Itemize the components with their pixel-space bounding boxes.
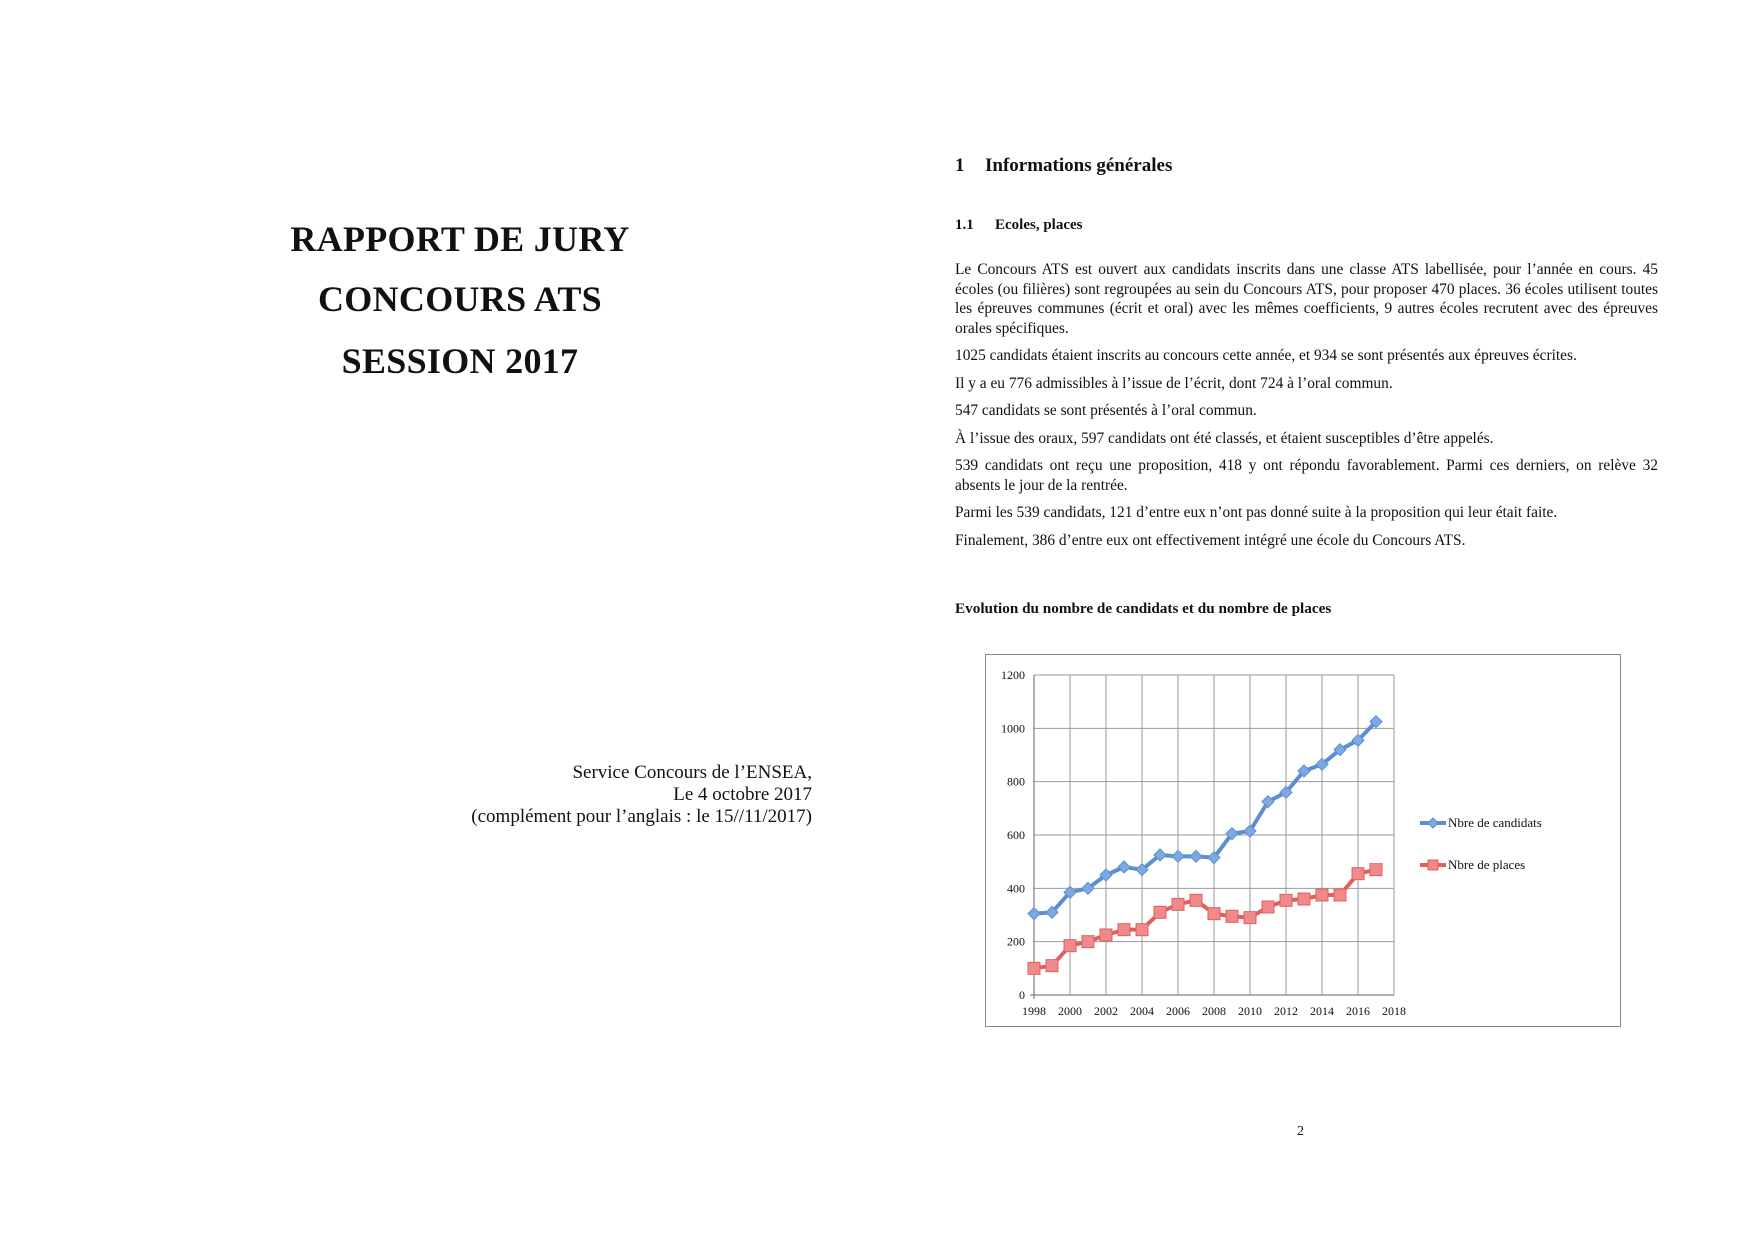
x-tick-label: 2000 — [1058, 1004, 1082, 1018]
x-tick-label: 2018 — [1382, 1004, 1406, 1018]
cover-title-line1: RAPPORT DE JURY — [290, 219, 630, 259]
cover-title-line2: CONCOURS ATS — [318, 279, 602, 319]
section-number: 1 — [955, 155, 965, 176]
data-point-candidats — [1190, 850, 1202, 862]
data-point-places — [1316, 889, 1328, 901]
x-tick-label: 2004 — [1130, 1004, 1154, 1018]
signature-service: Service Concours de l’ENSEA, — [572, 762, 812, 783]
signature-block — [412, 762, 812, 828]
y-tick-label: 1200 — [1001, 668, 1025, 682]
cover-title-line3: SESSION 2017 — [341, 341, 579, 381]
chart-frame — [985, 654, 1621, 1027]
paragraph: Parmi les 539 candidats, 121 d’entre eux n’ont pas donné suite à la proposition qui leur était faite. — [955, 504, 1558, 521]
data-point-places — [1136, 924, 1148, 936]
data-point-places — [1370, 864, 1382, 876]
x-tick-label: 2008 — [1202, 1004, 1226, 1018]
page-number: 2 — [1297, 1124, 1304, 1139]
x-tick-label: 2002 — [1094, 1004, 1118, 1018]
paragraph: 1025 candidats étaient inscrits au concours cette année, et 934 se sont présentés aux épreuves écrites. — [955, 347, 1577, 364]
paragraph: Il y a eu 776 admissibles à l’issue de l’écrit, dont 724 à l’oral commun. — [955, 374, 1393, 392]
data-point-places — [1172, 898, 1184, 910]
subsection-heading — [955, 217, 1083, 234]
legend-marker — [1428, 818, 1438, 828]
y-tick-label: 600 — [1007, 828, 1025, 842]
data-point-places — [1334, 889, 1346, 901]
subsection-title: Ecoles, places — [995, 217, 1083, 233]
body-text — [955, 260, 1658, 558]
data-point-places — [1118, 924, 1130, 936]
x-tick-label: 2014 — [1310, 1004, 1334, 1018]
content-page — [877, 0, 1754, 1240]
data-point-places — [1082, 936, 1094, 948]
y-tick-label: 1000 — [1001, 721, 1025, 736]
data-point-places — [1190, 894, 1202, 906]
y-tick-label: 0 — [1019, 988, 1025, 1002]
data-point-candidats — [1028, 908, 1040, 920]
data-point-candidats — [1172, 850, 1184, 862]
paragraph: Le Concours ATS est ouvert aux candidats inscrits dans une classe ATS labellisée, pour l’année en cours. 45 écoles (ou filières) sont regroupées au sein du Concours ATS, pour proposer 470 places. 36 écoles utilisent toutes les épreuves communes (écrit et oral) avec les mêmes coefficients, 9 autres écoles recrutent avec des épreuves orales spécifiques. — [955, 261, 1658, 337]
data-point-places — [1046, 960, 1058, 972]
x-tick-label: 2012 — [1274, 1004, 1298, 1018]
data-point-candidats — [1118, 861, 1130, 873]
paragraph: À l’issue des oraux, 597 candidats ont été classés, et étaient susceptibles d’être appelés. — [955, 429, 1494, 447]
line-chart — [986, 655, 1622, 1028]
data-point-places — [1262, 901, 1274, 913]
data-point-places — [1244, 912, 1256, 924]
y-tick-label: 400 — [1007, 881, 1025, 896]
subsection-number: 1.1 — [955, 217, 974, 233]
x-tick-label: 2016 — [1346, 1004, 1370, 1018]
section-heading — [955, 155, 1172, 177]
legend-marker — [1428, 860, 1438, 870]
x-tick-label: 2010 — [1238, 1004, 1262, 1018]
paragraph: 547 candidats se sont présentés à l’oral commun. — [955, 402, 1257, 419]
data-point-places — [1064, 940, 1076, 952]
legend-label: Nbre de candidats — [1448, 815, 1542, 830]
data-point-places — [1028, 962, 1040, 974]
x-tick-label: 2006 — [1166, 1004, 1190, 1018]
signature-date: Le 4 octobre 2017 — [673, 784, 812, 805]
data-point-places — [1154, 906, 1166, 918]
data-point-places — [1298, 893, 1310, 905]
data-point-places — [1208, 908, 1220, 920]
y-tick-label: 200 — [1007, 934, 1025, 949]
signature-addendum: (complément pour l’anglais : le 15//11/2017) — [471, 806, 812, 827]
paragraph: 539 candidats ont reçu une proposition, 418 y ont répondu favorablement. Parmi ces derniers, on relève 32 absents le jour de la rentrée. — [955, 457, 1658, 494]
section-title: Informations générales — [985, 155, 1173, 176]
data-point-places — [1226, 910, 1238, 922]
legend-label: Nbre de places — [1448, 857, 1526, 872]
y-tick-label: 800 — [1007, 774, 1025, 789]
data-point-places — [1100, 929, 1112, 941]
data-point-places — [1280, 894, 1292, 906]
data-point-places — [1352, 868, 1364, 880]
chart-caption: Evolution du nombre de candidats et du nombre de places — [955, 600, 1332, 617]
x-tick-label: 1998 — [1022, 1004, 1046, 1018]
paragraph: Finalement, 386 d’entre eux ont effectivement intégré une école du Concours ATS. — [955, 531, 1466, 549]
